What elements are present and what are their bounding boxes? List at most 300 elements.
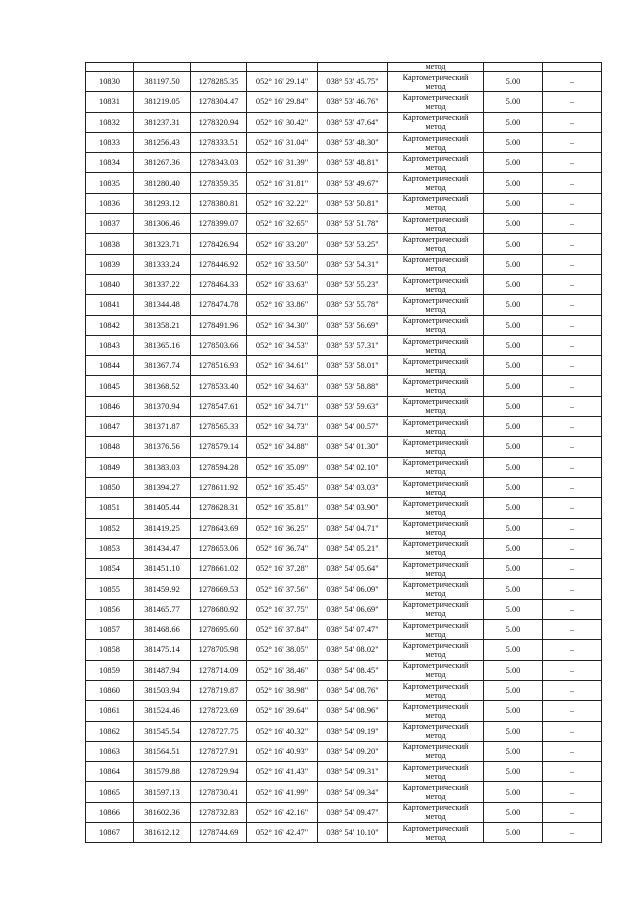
point-number-cell: 10854 (86, 559, 134, 579)
method-cell (388, 660, 484, 680)
note-cell: – (543, 274, 602, 294)
y-cell: 1278727.75 (191, 721, 247, 741)
longitude-cell: 038° 54' 00.57" (318, 417, 388, 437)
x-cell: 381602.36 (134, 802, 191, 822)
point-number-cell: 10867 (86, 822, 134, 842)
note-cell: – (543, 477, 602, 497)
longitude-cell: 038° 53' 54.31" (318, 254, 388, 274)
method-line-1: Картометрический (402, 417, 469, 427)
y-cell (191, 63, 247, 72)
method-cell (388, 680, 484, 700)
method-line-2: метод (425, 122, 446, 132)
point-number-cell: 10859 (86, 660, 134, 680)
y-cell: 1278579.14 (191, 437, 247, 457)
table-row (86, 335, 602, 355)
latitude-cell: 052° 16' 33.86" (247, 295, 318, 315)
method-line-1: Картометрический (402, 783, 469, 793)
accuracy-cell: 5.00 (484, 680, 543, 700)
method-cell (388, 498, 484, 518)
method-line-2: метод (425, 649, 446, 659)
accuracy-cell: 5.00 (484, 376, 543, 396)
method-line-2: метод (425, 426, 446, 436)
accuracy-cell: 5.00 (484, 295, 543, 315)
longitude-cell: 038° 53' 50.81" (318, 193, 388, 213)
latitude-cell: 052° 16' 34.30" (247, 315, 318, 335)
method-cell (388, 640, 484, 660)
x-cell: 381487.94 (134, 660, 191, 680)
note-cell: – (543, 132, 602, 152)
accuracy-cell: 5.00 (484, 335, 543, 355)
point-number-cell: 10836 (86, 193, 134, 213)
y-cell: 1278304.47 (191, 92, 247, 112)
point-number-cell: 10837 (86, 214, 134, 234)
accuracy-cell: 5.00 (484, 153, 543, 173)
method-line-1: Картометрический (402, 519, 469, 529)
accuracy-cell: 5.00 (484, 701, 543, 721)
x-cell: 381280.40 (134, 173, 191, 193)
method-cell (388, 173, 484, 193)
longitude-cell: 038° 54' 08.96" (318, 701, 388, 721)
longitude-cell: 038° 53' 48.30" (318, 132, 388, 152)
accuracy-cell: 5.00 (484, 234, 543, 254)
point-number-cell: 10846 (86, 396, 134, 416)
note-cell: – (543, 701, 602, 721)
accuracy-cell: 5.00 (484, 477, 543, 497)
latitude-cell: 052° 16' 37.28" (247, 559, 318, 579)
table-row (86, 741, 602, 761)
x-cell: 381394.27 (134, 477, 191, 497)
point-number-cell: 10841 (86, 295, 134, 315)
y-cell: 1278680.92 (191, 599, 247, 619)
method-cell (388, 72, 484, 92)
method-line-1: Картометрический (402, 92, 469, 102)
table-row (86, 782, 602, 802)
longitude-cell: 038° 53' 51.78" (318, 214, 388, 234)
accuracy-cell: 5.00 (484, 437, 543, 457)
longitude-cell: 038° 53' 46.76" (318, 92, 388, 112)
accuracy-cell: 5.00 (484, 599, 543, 619)
accuracy-cell: 5.00 (484, 822, 543, 842)
longitude-cell: 038° 53' 58.88" (318, 376, 388, 396)
note-cell: – (543, 721, 602, 741)
note-cell: – (543, 457, 602, 477)
point-number-cell: 10856 (86, 599, 134, 619)
accuracy-cell: 5.00 (484, 498, 543, 518)
method-line-2: метод (425, 183, 446, 193)
note-cell: – (543, 660, 602, 680)
latitude-cell (247, 63, 318, 72)
latitude-cell: 052° 16' 31.39" (247, 153, 318, 173)
accuracy-cell: 5.00 (484, 457, 543, 477)
latitude-cell: 052° 16' 29.14" (247, 72, 318, 92)
x-cell: 381344.48 (134, 295, 191, 315)
method-line-2: метод (425, 264, 446, 274)
y-cell: 1278380.81 (191, 193, 247, 213)
table-row (86, 680, 602, 700)
longitude-cell: 038° 54' 09.34" (318, 782, 388, 802)
table-row (86, 640, 602, 660)
x-cell: 381475.14 (134, 640, 191, 660)
note-cell: – (543, 437, 602, 457)
method-line-2: метод (425, 446, 446, 456)
x-cell: 381451.10 (134, 559, 191, 579)
y-cell: 1278723.69 (191, 701, 247, 721)
x-cell: 381293.12 (134, 193, 191, 213)
point-number-cell: 10835 (86, 173, 134, 193)
method-line-1: Картометрический (402, 458, 469, 468)
point-number-cell: 10852 (86, 518, 134, 538)
x-cell: 381383.03 (134, 457, 191, 477)
note-cell: – (543, 538, 602, 558)
point-number-cell (86, 63, 134, 72)
method-line-1: Картометрический (402, 214, 469, 224)
x-cell: 381368.52 (134, 376, 191, 396)
method-cell (388, 193, 484, 213)
note-cell: – (543, 234, 602, 254)
longitude-cell: 038° 54' 08.45" (318, 660, 388, 680)
point-number-cell: 10860 (86, 680, 134, 700)
y-cell: 1278533.40 (191, 376, 247, 396)
note-cell: – (543, 254, 602, 274)
table-row (86, 599, 602, 619)
longitude-cell: 038° 53' 58.01" (318, 356, 388, 376)
latitude-cell: 052° 16' 42.16" (247, 802, 318, 822)
method-cell (388, 802, 484, 822)
longitude-cell: 038° 53' 55.23" (318, 274, 388, 294)
latitude-cell: 052° 16' 29.84" (247, 92, 318, 112)
coordinates-table (85, 62, 602, 843)
method-line-1: Картометрический (402, 397, 469, 407)
longitude-cell: 038° 54' 01.30" (318, 437, 388, 457)
longitude-cell: 038° 53' 48.81" (318, 153, 388, 173)
y-cell: 1278491.96 (191, 315, 247, 335)
method-cell (388, 315, 484, 335)
x-cell (134, 63, 191, 72)
longitude-cell: 038° 54' 05.64" (318, 559, 388, 579)
method-line-1: Картометрический (402, 194, 469, 204)
table-row (86, 518, 602, 538)
method-line-2: метод (425, 467, 446, 477)
longitude-cell: 038° 53' 49.67" (318, 173, 388, 193)
continued-row (86, 63, 602, 72)
method-line-1: Картометрический (402, 72, 469, 82)
method-cell (388, 112, 484, 132)
method-line-2: метод (425, 771, 446, 781)
method-cell (388, 132, 484, 152)
table-row (86, 295, 602, 315)
method-line-2: метод (425, 710, 446, 720)
note-cell: – (543, 518, 602, 538)
longitude-cell: 038° 53' 55.78" (318, 295, 388, 315)
y-cell: 1278705.98 (191, 640, 247, 660)
longitude-cell: 038° 54' 03.90" (318, 498, 388, 518)
note-cell: – (543, 173, 602, 193)
latitude-cell: 052° 16' 36.25" (247, 518, 318, 538)
table-row (86, 620, 602, 640)
note-cell: – (543, 193, 602, 213)
method-line-2: метод (425, 507, 446, 517)
accuracy-cell: 5.00 (484, 274, 543, 294)
x-cell: 381597.13 (134, 782, 191, 802)
method-line-2: метод (425, 548, 446, 558)
x-cell: 381267.36 (134, 153, 191, 173)
table-row (86, 234, 602, 254)
method-line-2: метод (425, 203, 446, 213)
table-row (86, 437, 602, 457)
x-cell: 381434.47 (134, 538, 191, 558)
accuracy-cell: 5.00 (484, 315, 543, 335)
x-cell: 381197.50 (134, 72, 191, 92)
note-cell: – (543, 762, 602, 782)
longitude-cell: 038° 53' 47.64" (318, 112, 388, 132)
method-line-1: Картометрический (402, 316, 469, 326)
accuracy-cell: 5.00 (484, 762, 543, 782)
accuracy-cell: 5.00 (484, 620, 543, 640)
method-line-2: метод (425, 142, 446, 152)
x-cell: 381358.21 (134, 315, 191, 335)
table-row (86, 477, 602, 497)
method-line-2: метод (425, 670, 446, 680)
y-cell: 1278729.94 (191, 762, 247, 782)
y-cell: 1278285.35 (191, 72, 247, 92)
method-line-2: метод (425, 528, 446, 538)
y-cell: 1278343.03 (191, 153, 247, 173)
longitude-cell: 038° 53' 53.25" (318, 234, 388, 254)
note-cell: – (543, 356, 602, 376)
table-row (86, 254, 602, 274)
method-line-1: Картометрический (402, 153, 469, 163)
x-cell: 381365.16 (134, 335, 191, 355)
method-line-1: Картометрический (402, 295, 469, 305)
y-cell: 1278474.78 (191, 295, 247, 315)
latitude-cell: 052° 16' 34.61" (247, 356, 318, 376)
latitude-cell: 052° 16' 40.32" (247, 721, 318, 741)
note-cell: – (543, 112, 602, 132)
longitude-cell: 038° 54' 09.20" (318, 741, 388, 761)
method-cell (388, 538, 484, 558)
latitude-cell: 052° 16' 34.53" (247, 335, 318, 355)
point-number-cell: 10830 (86, 72, 134, 92)
note-cell: – (543, 620, 602, 640)
point-number-cell: 10849 (86, 457, 134, 477)
method-cell (388, 599, 484, 619)
accuracy-cell: 5.00 (484, 254, 543, 274)
note-cell: – (543, 376, 602, 396)
method-line-1: Картометрический (402, 661, 469, 671)
method-line-2: метод (425, 792, 446, 802)
longitude-cell: 038° 54' 08.76" (318, 680, 388, 700)
y-cell: 1278359.35 (191, 173, 247, 193)
latitude-cell: 052° 16' 31.81" (247, 173, 318, 193)
method-line-2: метод (425, 325, 446, 335)
method-cell (388, 234, 484, 254)
method-line-2: метод (425, 101, 446, 111)
accuracy-cell: 5.00 (484, 92, 543, 112)
longitude-cell: 038° 54' 10.10" (318, 822, 388, 842)
point-number-cell: 10844 (86, 356, 134, 376)
method-cell (388, 741, 484, 761)
method-line-2: метод (425, 81, 446, 91)
y-cell: 1278320.94 (191, 112, 247, 132)
point-number-cell: 10851 (86, 498, 134, 518)
y-cell: 1278333.51 (191, 132, 247, 152)
method-line-1: Картометрический (402, 113, 469, 123)
method-cell (388, 356, 484, 376)
method-line-1: Картометрический (402, 437, 469, 447)
method-cell: метод (388, 63, 484, 72)
accuracy-cell: 5.00 (484, 640, 543, 660)
latitude-cell: 052° 16' 34.71" (247, 396, 318, 416)
method-line-2: метод (425, 345, 446, 355)
latitude-cell: 052° 16' 35.45" (247, 477, 318, 497)
point-number-cell: 10831 (86, 92, 134, 112)
method-cell (388, 762, 484, 782)
y-cell: 1278565.33 (191, 417, 247, 437)
latitude-cell: 052° 16' 30.42" (247, 112, 318, 132)
longitude-cell: 038° 54' 03.03" (318, 477, 388, 497)
note-cell: – (543, 396, 602, 416)
note-cell: – (543, 315, 602, 335)
method-line-1: Картометрический (402, 701, 469, 711)
y-cell: 1278695.60 (191, 620, 247, 640)
table-row (86, 153, 602, 173)
table-row (86, 173, 602, 193)
table-row (86, 417, 602, 437)
longitude-cell: 038° 54' 08.02" (318, 640, 388, 660)
method-line-2: метод (425, 304, 446, 314)
latitude-cell: 052° 16' 41.99" (247, 782, 318, 802)
x-cell: 381367.74 (134, 356, 191, 376)
table-body (86, 63, 602, 843)
method-line-1: Картометрический (402, 377, 469, 387)
method-line-1: Картометрический (402, 580, 469, 590)
latitude-cell: 052° 16' 35.81" (247, 498, 318, 518)
longitude-cell: 038° 54' 09.47" (318, 802, 388, 822)
x-cell: 381612.12 (134, 822, 191, 842)
method-cell (388, 457, 484, 477)
x-cell: 381370.94 (134, 396, 191, 416)
x-cell: 381579.88 (134, 762, 191, 782)
table-row (86, 315, 602, 335)
table-row (86, 579, 602, 599)
y-cell: 1278669.53 (191, 579, 247, 599)
method-line-2: метод (425, 244, 446, 254)
note-cell: – (543, 92, 602, 112)
accuracy-cell: 5.00 (484, 132, 543, 152)
point-number-cell: 10858 (86, 640, 134, 660)
longitude-cell (318, 63, 388, 72)
y-cell: 1278727.91 (191, 741, 247, 761)
point-number-cell: 10862 (86, 721, 134, 741)
note-cell: – (543, 153, 602, 173)
method-line-2: метод (425, 568, 446, 578)
note-cell: – (543, 559, 602, 579)
latitude-cell: 052° 16' 34.88" (247, 437, 318, 457)
method-cell (388, 437, 484, 457)
x-cell: 381459.92 (134, 579, 191, 599)
accuracy-cell: 5.00 (484, 356, 543, 376)
method-cell (388, 477, 484, 497)
method-cell (388, 92, 484, 112)
latitude-cell: 052° 16' 33.20" (247, 234, 318, 254)
method-cell (388, 782, 484, 802)
latitude-cell: 052° 16' 40.93" (247, 741, 318, 761)
point-number-cell: 10839 (86, 254, 134, 274)
x-cell: 381468.66 (134, 620, 191, 640)
point-number-cell: 10848 (86, 437, 134, 457)
latitude-cell: 052° 16' 33.50" (247, 254, 318, 274)
method-line-1: Картометрический (402, 559, 469, 569)
x-cell: 381256.43 (134, 132, 191, 152)
method-line-1: Картометрический (402, 620, 469, 630)
note-cell: – (543, 579, 602, 599)
method-cell (388, 254, 484, 274)
x-cell: 381237.31 (134, 112, 191, 132)
accuracy-cell: 5.00 (484, 518, 543, 538)
method-line-2: метод (425, 365, 446, 375)
method-line-1: Картометрический (402, 762, 469, 772)
point-number-cell: 10832 (86, 112, 134, 132)
note-cell: – (543, 741, 602, 761)
latitude-cell: 052° 16' 34.63" (247, 376, 318, 396)
latitude-cell: 052° 16' 32.22" (247, 193, 318, 213)
table-row (86, 538, 602, 558)
table-row (86, 457, 602, 477)
y-cell: 1278594.28 (191, 457, 247, 477)
latitude-cell: 052° 16' 36.74" (247, 538, 318, 558)
note-cell: – (543, 822, 602, 842)
point-number-cell: 10843 (86, 335, 134, 355)
latitude-cell: 052° 16' 38.05" (247, 640, 318, 660)
table-row (86, 396, 602, 416)
method-line-2: метод (425, 223, 446, 233)
table-row (86, 762, 602, 782)
accuracy-cell: 5.00 (484, 559, 543, 579)
method-line-1: Картометрический (402, 539, 469, 549)
table-row (86, 214, 602, 234)
accuracy-cell: 5.00 (484, 782, 543, 802)
table-row (86, 274, 602, 294)
method-line-1: Картометрический (402, 255, 469, 265)
method-line-2: метод (425, 690, 446, 700)
method-cell (388, 153, 484, 173)
point-number-cell: 10855 (86, 579, 134, 599)
latitude-cell: 052° 16' 37.75" (247, 599, 318, 619)
point-number-cell: 10834 (86, 153, 134, 173)
coordinates-sheet (85, 62, 602, 843)
method-cell (388, 701, 484, 721)
point-number-cell: 10853 (86, 538, 134, 558)
table-row (86, 112, 602, 132)
method-cell (388, 559, 484, 579)
note-cell: – (543, 498, 602, 518)
latitude-cell: 052° 16' 33.63" (247, 274, 318, 294)
point-number-cell: 10840 (86, 274, 134, 294)
method-line-1: Картометрический (402, 640, 469, 650)
method-cell (388, 295, 484, 315)
method-line-2: метод (425, 731, 446, 741)
note-cell: – (543, 417, 602, 437)
method-line-1: Картометрический (402, 600, 469, 610)
latitude-cell: 052° 16' 41.43" (247, 762, 318, 782)
table-row (86, 356, 602, 376)
y-cell: 1278661.02 (191, 559, 247, 579)
y-cell: 1278732.83 (191, 802, 247, 822)
method-line-2: метод (425, 284, 446, 294)
table-row (86, 701, 602, 721)
method-line-1: Картометрический (402, 356, 469, 366)
method-line-2: метод (425, 589, 446, 599)
